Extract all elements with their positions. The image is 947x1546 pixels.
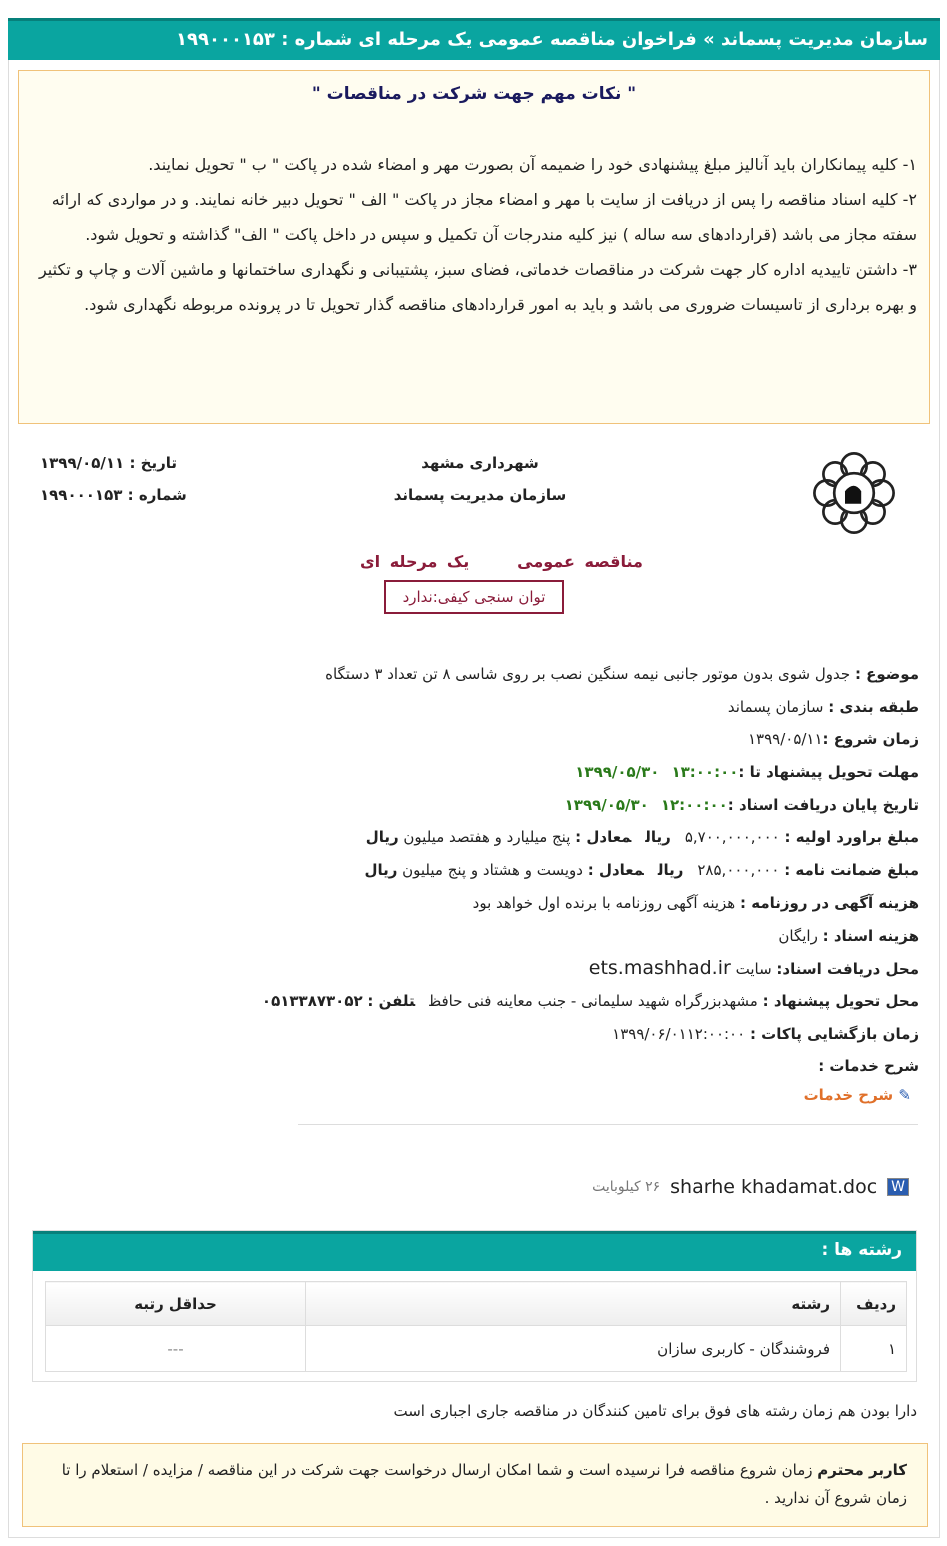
pencil-icon: ✎	[898, 1086, 911, 1104]
file-size: ۲۶ کیلوبایت	[592, 1179, 661, 1195]
doc-place-row: محل دریافت اسناد: سایت ets.mashhad.ir	[588, 957, 919, 980]
doc-cost-row: هزینه اسناد : رایگان	[778, 926, 919, 945]
docs-end-row: تاریخ پایان دریافت اسناد :۱۳۹۹/۰۵/۳۰ ۱۲:۰۰:۰۰	[564, 795, 919, 814]
table-row: ۱ فروشندگان - کاربری سازان ---	[46, 1326, 907, 1372]
ad-cost-row: هزینه آگهی در روزنامه : هزینه آگهی روزنامه با برنده اول خواهد بود	[472, 893, 919, 912]
services-row: شرح خدمات :	[818, 1057, 919, 1076]
start-row: زمان شروع :۱۳۹۹/۰۵/۱۱	[747, 730, 919, 749]
org-municipality: شهرداری مشهد	[421, 454, 539, 472]
divider	[298, 1124, 918, 1125]
page-header: سازمان مدیریت پسماند » فراخوان مناقصه عمومی یک مرحله ای شماره : ۱۹۹۰۰۰۱۵۳	[8, 18, 940, 60]
services-link[interactable]: ✎ شرح خدمات	[803, 1086, 911, 1104]
file-name[interactable]: sharhe khadamat.doc	[670, 1176, 878, 1198]
tender-details	[219, 658, 919, 1083]
fields-table: ردیف رشته حداقل رتبه ۱ فروشندگان - کاربری سازان ---	[45, 1281, 907, 1372]
attachment-file[interactable]	[592, 1176, 909, 1198]
org-waste-management: سازمان مدیریت پسماند	[393, 486, 567, 504]
requirement-text: دارا بودن هم زمان رشته های فوق برای تامین کنندگان در مناقصه جاری اجباری است	[393, 1402, 917, 1420]
notice-item: ۲- کلیه اسناد مناقصه را پس از دریافت از سایت با مهر و امضاء مجاز در پاکت " الف " تحویل دبیر خانه نمایند. و در مواردی که ارائه سفته مجاز می باشد (قراردادهای سه ساله ) نیز کلیه مندرجات آن تکمیل و سپس در داخل پاکت " الف" گذاشته و تحویل شود.	[51, 190, 917, 244]
warning-box: کاربر محترم زمان شروع مناقصه فرا نرسیده است و شما امکان ارسال درخواست جهت شرکت در این مناقصه / مزایده / استعلام را تا زمان شروع آن ندارید .	[22, 1443, 928, 1527]
tender-type: مناقصه عمومی یک مرحله ای	[360, 552, 643, 571]
deadline-row: مهلت تحویل پیشنهاد تا :۱۳۹۹/۰۵/۳۰ ۱۳:۰۰:۰۰	[575, 763, 919, 782]
notice-title: " نکات مهم جهت شرکت در مناقصات "	[311, 84, 637, 104]
estimate-row: مبلغ براورد اولیه : ۵,۷۰۰,۰۰۰,۰۰۰ریالمعادل : پنج میلیارد و هفتصد میلیون ریال	[365, 828, 919, 847]
opening-row: زمان بازگشایی پاکات : ۱۳۹۹/۰۶/۰۱۱۲:۰۰:۰۰	[612, 1024, 919, 1043]
letter-number: شماره : ۱۹۹۰۰۰۱۵۳	[40, 486, 187, 504]
notice-item: ۳- داشتن تاییدیه اداره کار جهت شرکت در مناقصات خدماتی، فضای سبز، پشتیبانی و نگهداری ساختمانها و ماشین آلات و چاپ و تکثیر و بهره برداری از تاسیسات ضروری می باشد و باید به امور قراردادهای مناقصه گذار تحویل تا در پرونده مربوطه نگهداری شود.	[38, 260, 917, 314]
fields-panel	[32, 1230, 917, 1382]
quality-assessment-badge: توان سنجی کیفی:ندارد	[384, 580, 564, 614]
word-doc-icon: W	[887, 1178, 909, 1196]
notice-item: ۱- کلیه پیمانکاران باید آنالیز مبلغ پیشنهادی خود را ضمیمه آن بصورت مهر و امضاء شده در پاکت " ب " تحویل نمایند.	[148, 155, 917, 174]
mashhad-logo-icon	[806, 448, 902, 538]
letter-date: تاریخ : ۱۳۹۹/۰۵/۱۱	[40, 454, 178, 472]
delivery-row: محل تحویل پیشنهاد : مشهدبزرگراه شهید سلیمانی - جنب معاینه فنی حافظتلفن : ۰۵۱۳۳۸۷۳۰۵۲	[261, 991, 919, 1010]
category-row: طبقه بندی : سازمان پسماند	[727, 697, 919, 716]
guarantee-row: مبلغ ضمانت نامه : ۲۸۵,۰۰۰,۰۰۰ریالمعادل : دویست و هشتاد و پنج میلیون ریال	[364, 861, 919, 880]
notice-box	[18, 70, 930, 424]
fields-title: رشته ها :	[33, 1231, 916, 1271]
subject-row: موضوع : جدول شوی بدون موتور جانبی نیمه سنگین نصب بر روی شاسی ۸ تن تعداد ۳ دستگاه	[325, 665, 919, 683]
